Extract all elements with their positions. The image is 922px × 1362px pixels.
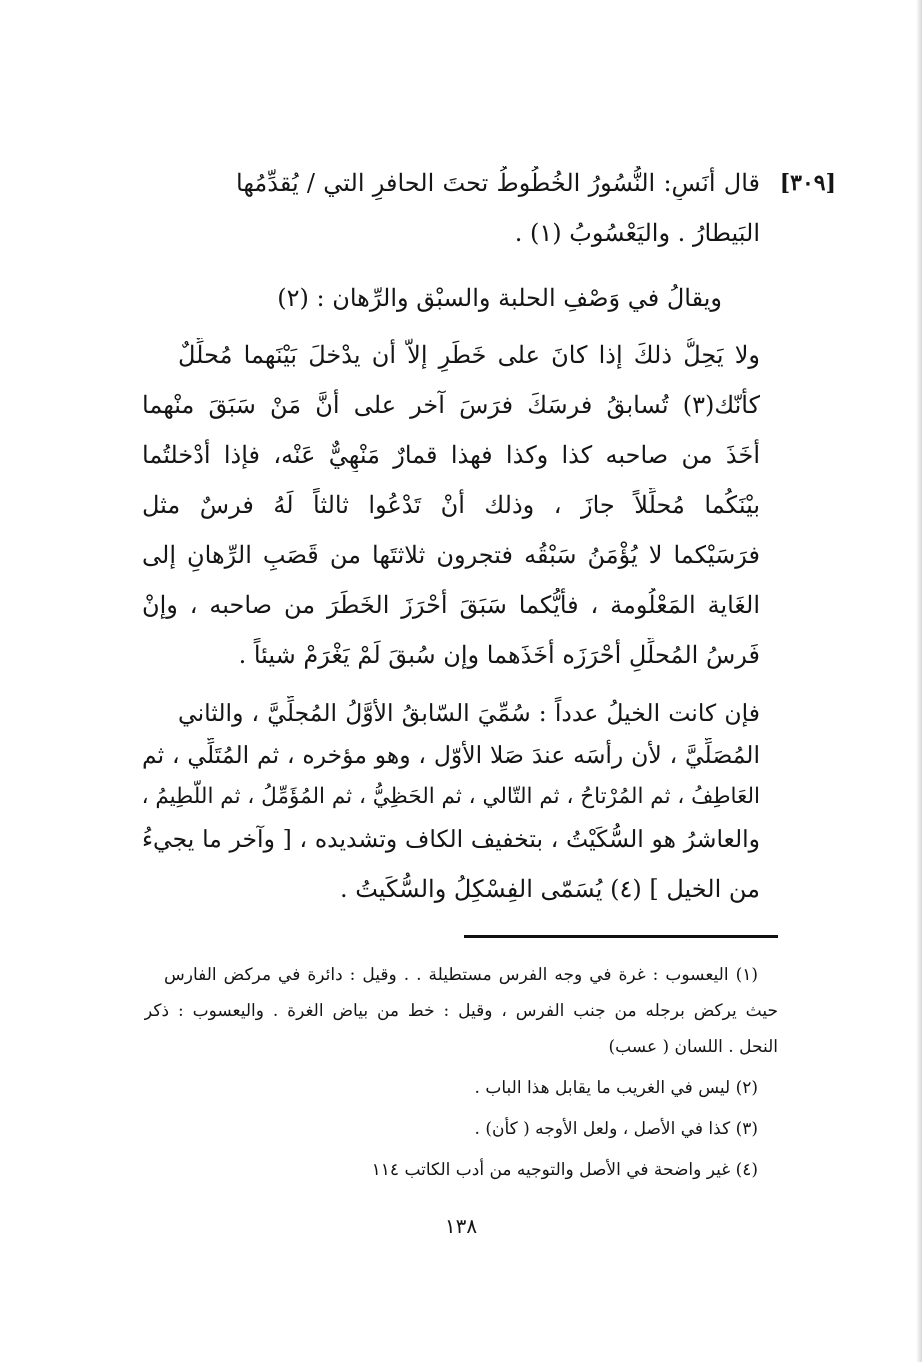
- page-number: ١٣٨: [444, 1214, 478, 1238]
- text-line: فإن كانت الخيلُ عدداً : سُمِّيَ السّابقُ الأوَّلُ المُجلِّيَّ ، والثاني: [178, 699, 760, 727]
- page-edge-shadow: [916, 0, 922, 1362]
- text-line: البَيطارُ . واليَعْسُوبُ (١) .: [514, 219, 760, 247]
- text-line: والعاشرُ هو السُّكَيْتُ ، بتخفيف الكاف وتشديده ، [ وآخر ما يجيءُ: [142, 825, 760, 853]
- text-line: ويقالُ في وَصْفِ الحلبة والسبْق والرِّهان : (٢): [277, 284, 722, 312]
- text-line: بيْنَكُما مُحلِّلاً جازَ ، وذلك أنْ تَدْعُوا ثالثاً لَهُ فرسٌ مثل: [142, 491, 760, 519]
- text-line: فرَسَيْكما لا يُؤْمَنُ سَبْقُه فتجرون ثلاثتَها من قَصَبِ الرِّهانِ إلى: [142, 541, 760, 569]
- footnote-line: (٤) غير واضحة في الأصل والتوجيه من أدب الكاتب ١١٤: [371, 1160, 758, 1180]
- text-line: من الخيل ] (٤) يُسَمّى الفِسْكِلُ والسُّكَيتُ .: [339, 875, 760, 903]
- footnote-line: حيث يركض برجله من جنب الفرس ، وقيل : خط من بياض الغرة . واليعسوب : ذكر: [144, 1001, 778, 1021]
- text-line: فَرسُ المُحلِّلِ أحْرَزَه أخَذَهما وإن سُبقَ لَمْ يَغْرَمْ شيئاً .: [238, 641, 760, 669]
- footnote-separator: [464, 935, 778, 938]
- text-line: أخَذَ من صاحبه كذا وكذا فهذا قمارٌ مَنْهِيٌّ عَنْه، فإذا أدْخلتُما: [142, 441, 760, 469]
- entry-number: [٣٠٩]: [779, 170, 836, 196]
- footnote-line: (١) اليعسوب : غرة في وجه الفرس مستطيلة . . وقيل : دائرة في مركض الفارس: [164, 965, 758, 985]
- footnote-line: النحل . اللسان ( عسب): [608, 1037, 778, 1057]
- footnote-line: (٢) ليس في الغريب ما يقابل هذا الباب .: [474, 1078, 758, 1098]
- text-line: ولا يَحِلُّ ذلكَ إذا كانَ على خَطَرٍ إلاّ أن يدْخلَ بَيْنَهما مُحلِّلٌ: [178, 341, 760, 369]
- text-line: العَاطِفُ ، ثم المُرْتاحُ ، ثم التّالي ، ثم الحَظِيُّ ، ثم المُؤَمِّلُ ، ثم اللَّطِيمُ ،: [142, 784, 760, 809]
- footnote-line: (٣) كذا في الأصل ، ولعل الأوجه ( كأن) .: [474, 1119, 758, 1139]
- text-line: قال أنَسِ: النُّسُورُ الخُطُوطُ تحتَ الحافرِ التي / يُقدِّمُها: [236, 169, 760, 197]
- text-line: كأنّك(٣) تُسابقُ فرسَكَ فرَسَ آخر على أنَّ مَنْ سَبَقَ منْهما: [142, 391, 760, 419]
- text-line: الغَاية المَعْلُومة ، فأيُّكما سَبَقَ أحْرَزَ الخَطَرَ من صاحبه ، وإنْ: [142, 591, 760, 619]
- text-line: المُصَلِّيَّ ، لأن رأسَه عندَ صَلا الأوّل ، وهو مؤخره ، ثم المُتَلِّي ، ثم: [142, 741, 760, 769]
